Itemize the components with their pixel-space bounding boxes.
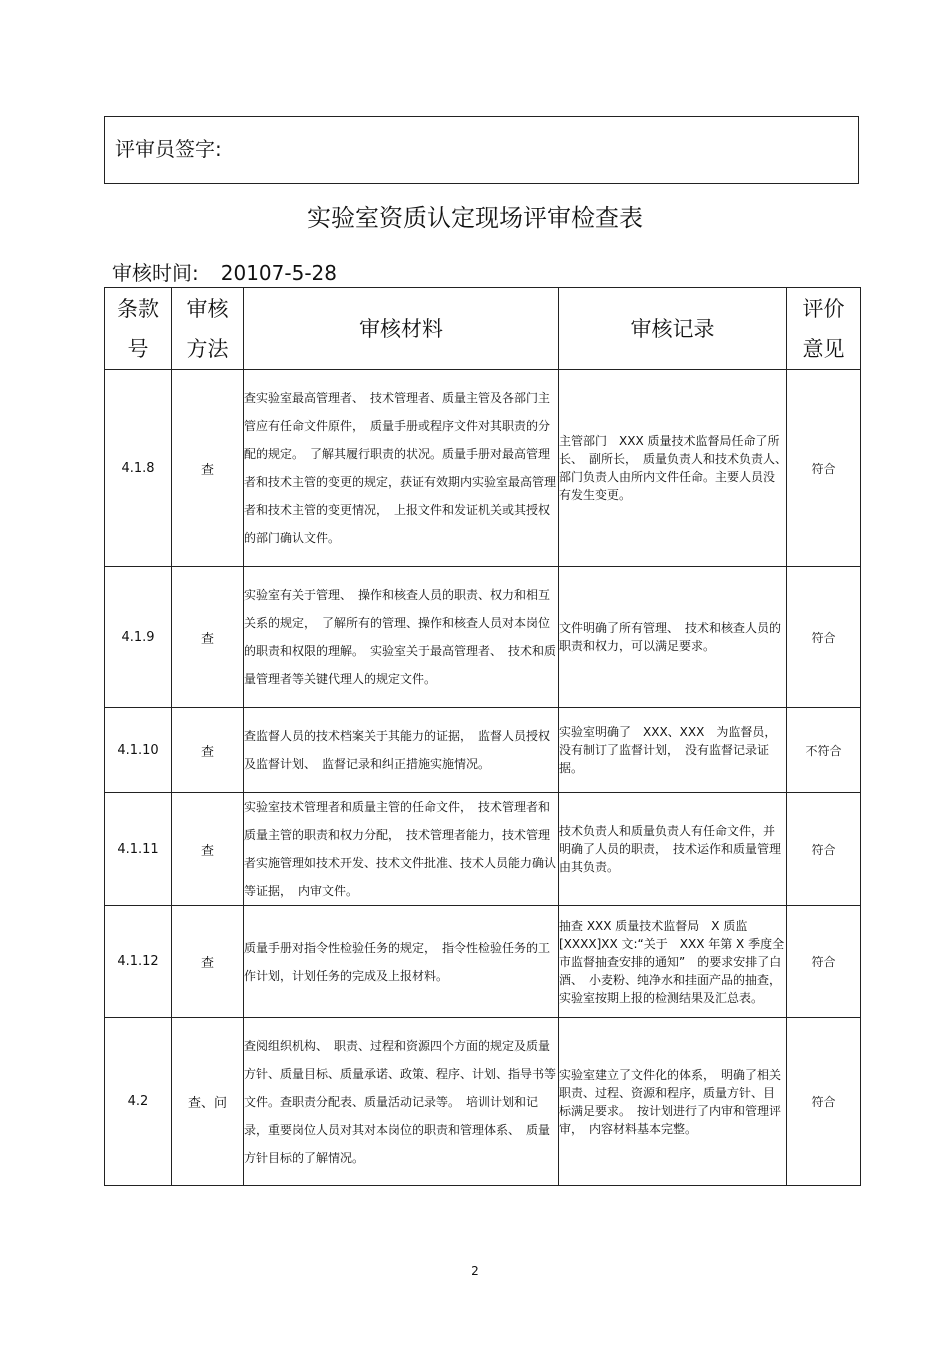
method-cell: 查 <box>172 567 244 708</box>
clause-cell: 4.1.10 <box>105 708 172 793</box>
material-cell: 查实验室最高管理者、 技术管理者、质量主管及各部门主管应有任命文件原件， 质量手册或程序文件对其职责的分配的规定。 了解其履行职责的状况。质量手册对最高管理者和技术主管的变更的规定，获证有效期内实验室最高管理者和技术主管的变更情况， 上报文件和发证机关或其授权的部门确认文件。 <box>244 370 559 567</box>
inspection-table <box>104 287 861 1186</box>
method-cell: 查 <box>172 370 244 567</box>
record-cell: 实验室建立了文件化的体系， 明确了相关职责、过程、资源和程序，质量方针、目标满足要求。 按计划进行了内审和管理评审， 内容材料基本完整。 <box>559 1018 787 1186</box>
signature-label: 评审员签字: <box>115 137 222 161</box>
signature-box <box>104 116 859 184</box>
header-record: 审核记录 <box>559 288 787 370</box>
table-row <box>105 708 861 793</box>
record-cell: 抽查 XXX 质量技术监督局 X 质监[XXXX]XX 文:“关于 XXX 年第 X 季度全市监督抽查安排的通知” 的要求安排了白酒、 小麦粉、纯净水和挂面产品的抽查， 实验室按期上报的检测结果及汇总表。 <box>559 906 787 1018</box>
clause-cell: 4.2 <box>105 1018 172 1186</box>
evaluation-cell: 符合 <box>787 906 861 1018</box>
table-row <box>105 567 861 708</box>
method-cell: 查、问 <box>172 1018 244 1186</box>
record-cell: 文件明确了所有管理、 技术和核查人员的职责和权力，可以满足要求。 <box>559 567 787 708</box>
table-row <box>105 906 861 1018</box>
table-row <box>105 793 861 906</box>
clause-cell: 4.1.12 <box>105 906 172 1018</box>
page-title: 实验室资质认定现场评审检查表 <box>307 204 643 232</box>
material-cell: 质量手册对指令性检验任务的规定， 指令性检验任务的工作计划，计划任务的完成及上报材料。 <box>244 906 559 1018</box>
evaluation-cell: 符合 <box>787 370 861 567</box>
clause-cell: 4.1.11 <box>105 793 172 906</box>
evaluation-cell: 不符合 <box>787 708 861 793</box>
material-cell: 查监督人员的技术档案关于其能力的证据， 监督人员授权及监督计划、 监督记录和纠正措施实施情况。 <box>244 708 559 793</box>
material-cell: 实验室有关于管理、 操作和核查人员的职责、权力和相互关系的规定， 了解所有的管理、操作和核查人员对本岗位的职责和权限的理解。 实验室关于最高管理者、 技术和质量管理者等关键代理人的规定文件。 <box>244 567 559 708</box>
header-method: 审核 方法 <box>172 288 244 370</box>
record-cell: 技术负责人和质量负责人有任命文件，并明确了人员的职责， 技术运作和质量管理由其负责。 <box>559 793 787 906</box>
clause-cell: 4.1.9 <box>105 567 172 708</box>
material-cell: 实验室技术管理者和质量主管的任命文件， 技术管理者和质量主管的职责和权力分配， 技术管理者能力，技术管理者实施管理如技术开发、技术文件批准、技术人员能力确认等证据， 内审文件。 <box>244 793 559 906</box>
audit-time-value: 20107-5-28 <box>220 261 337 285</box>
evaluation-cell: 符合 <box>787 567 861 708</box>
clause-cell: 4.1.8 <box>105 370 172 567</box>
table-row <box>105 370 861 567</box>
record-cell: 实验室明确了 XXX、XXX 为监督员，没有制订了监督计划， 没有监督记录证据。 <box>559 708 787 793</box>
evaluation-cell: 符合 <box>787 793 861 906</box>
method-cell: 查 <box>172 708 244 793</box>
header-material: 审核材料 <box>244 288 559 370</box>
table-row <box>105 1018 861 1186</box>
method-cell: 查 <box>172 793 244 906</box>
header-evaluation: 评价 意见 <box>787 288 861 370</box>
record-cell: 主管部门 XXX 质量技术监督局任命了所长、 副所长， 质量负责人和技术负责人、 部门负责人由所内文件任命。主要人员没有发生变更。 <box>559 370 787 567</box>
table-header-row <box>105 288 861 370</box>
material-cell: 查阅组织机构、 职责、过程和资源四个方面的规定及质量方针、质量目标、质量承诺、政策、程序、计划、指导书等文件。查职责分配表、质量活动记录等。 培训计划和记录，重要岗位人员对其对本岗位的职责和管理体系、 质量方针目标的了解情况。 <box>244 1018 559 1186</box>
method-cell: 查 <box>172 906 244 1018</box>
evaluation-cell: 符合 <box>787 1018 861 1186</box>
page-number: 2 <box>471 1264 479 1278</box>
audit-time-label: 审核时间: <box>112 261 199 285</box>
audit-time <box>112 257 337 286</box>
header-clause: 条款 号 <box>105 288 172 370</box>
